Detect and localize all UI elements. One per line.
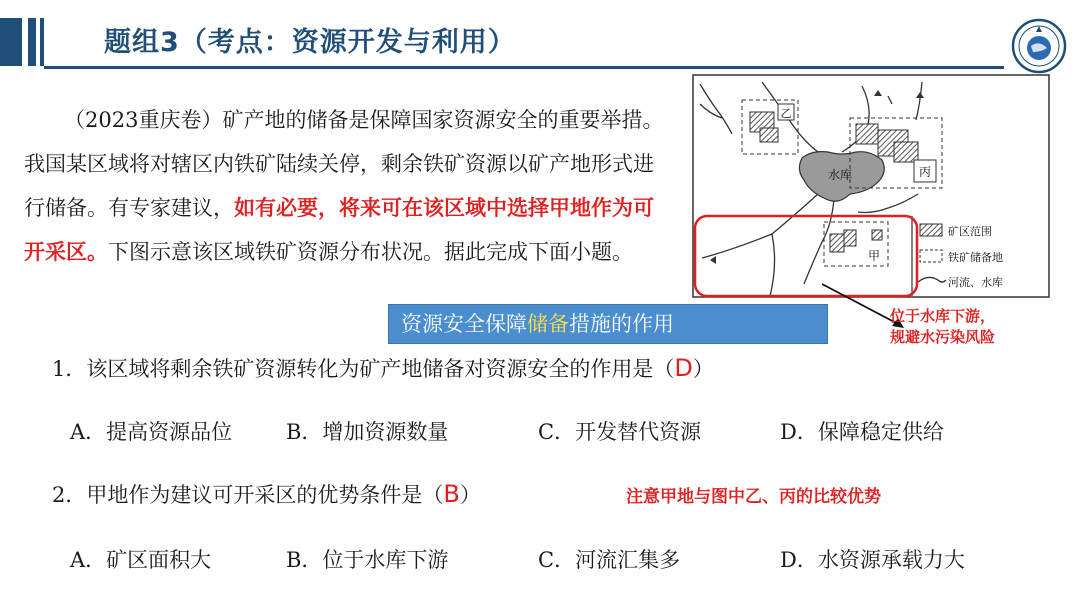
area-label-jia: 甲 [867, 249, 881, 263]
iron-ore-distribution-map [692, 74, 1050, 298]
legend-label: 河流、水库 [948, 276, 1003, 289]
header-decor-bar [0, 18, 22, 66]
question-text: 2．甲地作为建议可开采区的优势条件是（ [52, 483, 444, 507]
mine-area [894, 142, 918, 162]
question-2-option-a: A．矿区面积大 [70, 548, 212, 572]
callout-box [388, 304, 828, 344]
annotation-line: 规避水污染风险 [890, 328, 996, 346]
mine-area [856, 124, 878, 144]
header-divider [44, 66, 1004, 69]
mine-area [760, 128, 778, 142]
legend-label: 铁矿储备地 [948, 251, 1003, 264]
question-1-option-d: D．保障稳定供给 [780, 420, 944, 444]
question-2-stem [52, 478, 481, 511]
question-1-answer: D [674, 354, 693, 382]
area-label-bing: 丙 [918, 165, 932, 179]
legend-mine-swatch [920, 224, 942, 236]
question-1-option-a: A．提高资源品位 [70, 420, 233, 444]
passage-text: 据此完成下面小题。 [444, 240, 633, 264]
page-title: 题组3（考点：资源开发与利用） [104, 27, 516, 58]
reservoir-label: 水库 [827, 168, 853, 182]
callout-text: 措施的作用 [569, 312, 674, 336]
mine-area [872, 230, 882, 240]
map-annotation [890, 306, 995, 348]
callout-keyword: 储备 [527, 312, 569, 336]
question-2-answer: B [443, 480, 460, 508]
question-passage [24, 98, 674, 274]
question-1-option-c: C．开发替代资源 [538, 420, 702, 444]
mine-area [844, 230, 856, 246]
area-label-yi: 乙 [780, 107, 792, 120]
question-2-option-b: B．位于水库下游 [286, 548, 449, 572]
question-1-stem [52, 352, 714, 385]
header-decor-bar [28, 18, 36, 66]
annotation-line: 位于水库下游， [890, 307, 996, 325]
mine-area [830, 234, 844, 252]
callout-text: 资源安全保障 [401, 312, 527, 336]
passage-text: 矿产地的储备是保障国家资源安全的重要举措。我国某区域将对辖区内铁矿陆续关停，剩余铁矿资源以矿产地形式进行储备。有专家建议， [24, 108, 664, 220]
question-text: 1．该区域将剩余铁矿资源转化为矿产地储备对资源安全的作用是（ [52, 357, 675, 381]
header-decor-bar [40, 18, 44, 66]
legend-label: 矿区范围 [948, 225, 992, 238]
question-2-option-c: C．河流汇集多 [538, 548, 681, 572]
question-text: ） [692, 357, 714, 381]
school-logo-icon [1011, 18, 1067, 74]
question-1-option-b: B．增加资源数量 [286, 420, 449, 444]
passage-text: 下图示意该区域铁矿资源分布状况。 [108, 240, 444, 264]
passage-highlight: 如有必要，将来可在该区域中选择甲地作为可开采区。 [24, 196, 654, 264]
question-2-option-d: D．水资源承载力大 [780, 548, 965, 572]
passage-source: （2023重庆卷） [64, 108, 223, 132]
teacher-note: 注意甲地与图中乙、丙的比较优势 [626, 487, 881, 507]
question-text: ） [459, 483, 481, 507]
